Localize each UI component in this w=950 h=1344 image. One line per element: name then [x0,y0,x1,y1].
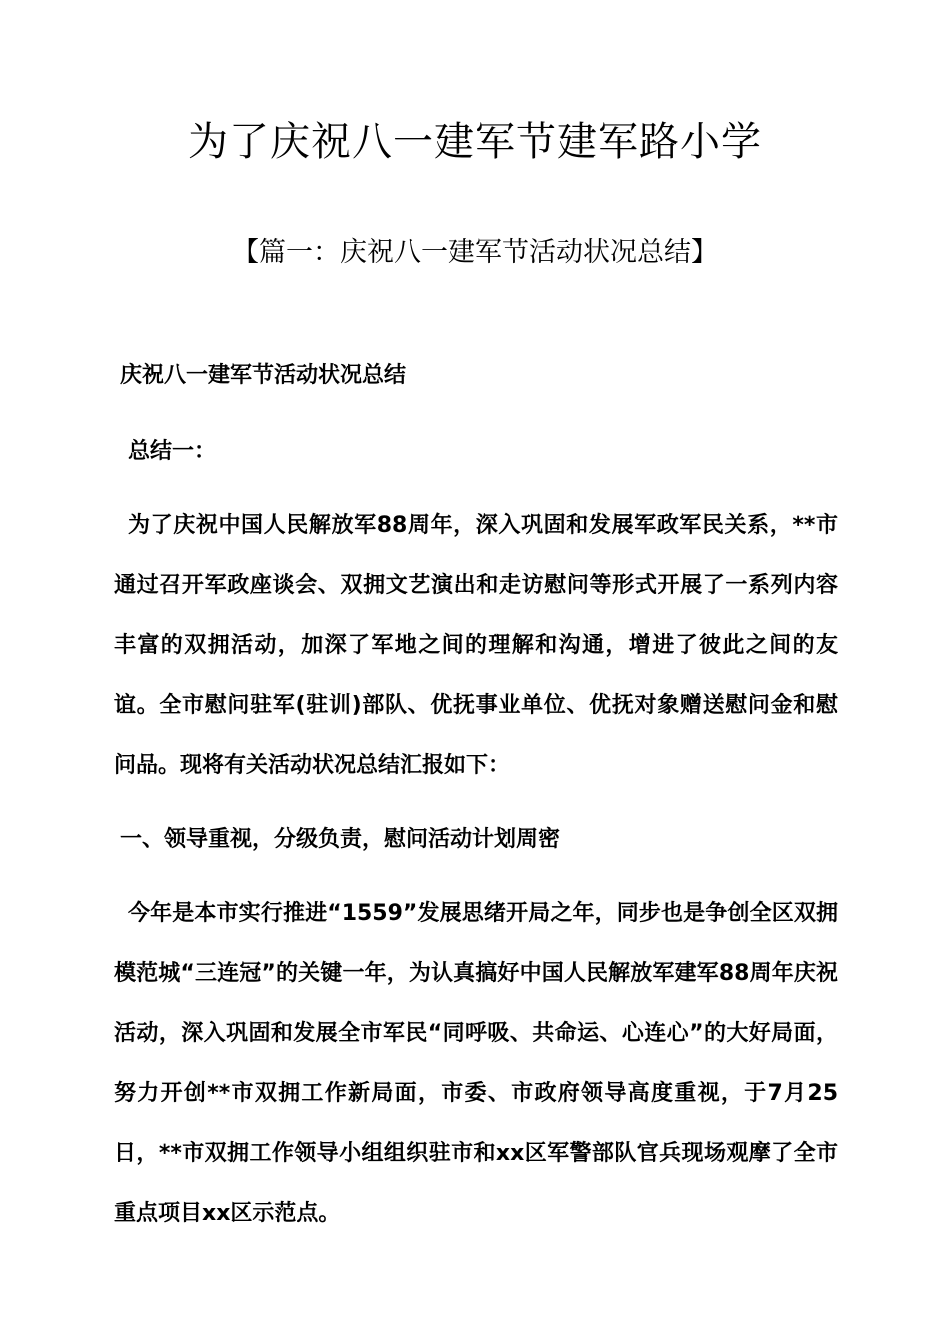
summary-label: 总结一： [128,439,217,464]
document-title: 为了庆祝八一建军节建军路小学 [188,119,762,165]
paragraph-2: 今年是本市实行推进“1559”发展思绪开局之年，同步也是争创全区双拥模范城“三连冠”的关键一年，为认真搞好中国人民解放军建军88周年庆祝活动，深入巩固和发展全市军民“同呼吸、共命运、心连心”的大好局面，努力开创**市双拥工作新局面，市委、市政府领导高度重视，于7月25日，**市双拥工作领导小组组织驻市和xx区军警部队官兵现场观摩了全市重点项目xx区示范点。 [114,901,838,1226]
section-1-heading: 一、领导重视，分级负责，慰问活动计划周密 [120,827,561,852]
paragraph-1: 为了庆祝中国人民解放军88周年，深入巩固和发展军政军民关系，**市通过召开军政座谈会、双拥文艺演出和走访慰问等形式开展了一系列内容丰富的双拥活动，加深了军地之间的理解和沟通，增进了彼此之间的友谊。全市慰问驻军(驻训)部队、优抚事业单位、优抚对象赠送慰问金和慰问品。现将有关活动状况总结汇报如下： [114,513,838,778]
section-heading: 庆祝八一建军节活动状况总结 [120,363,407,388]
document-subtitle: 【篇一：庆祝八一建军节活动状况总结】 [232,237,718,268]
